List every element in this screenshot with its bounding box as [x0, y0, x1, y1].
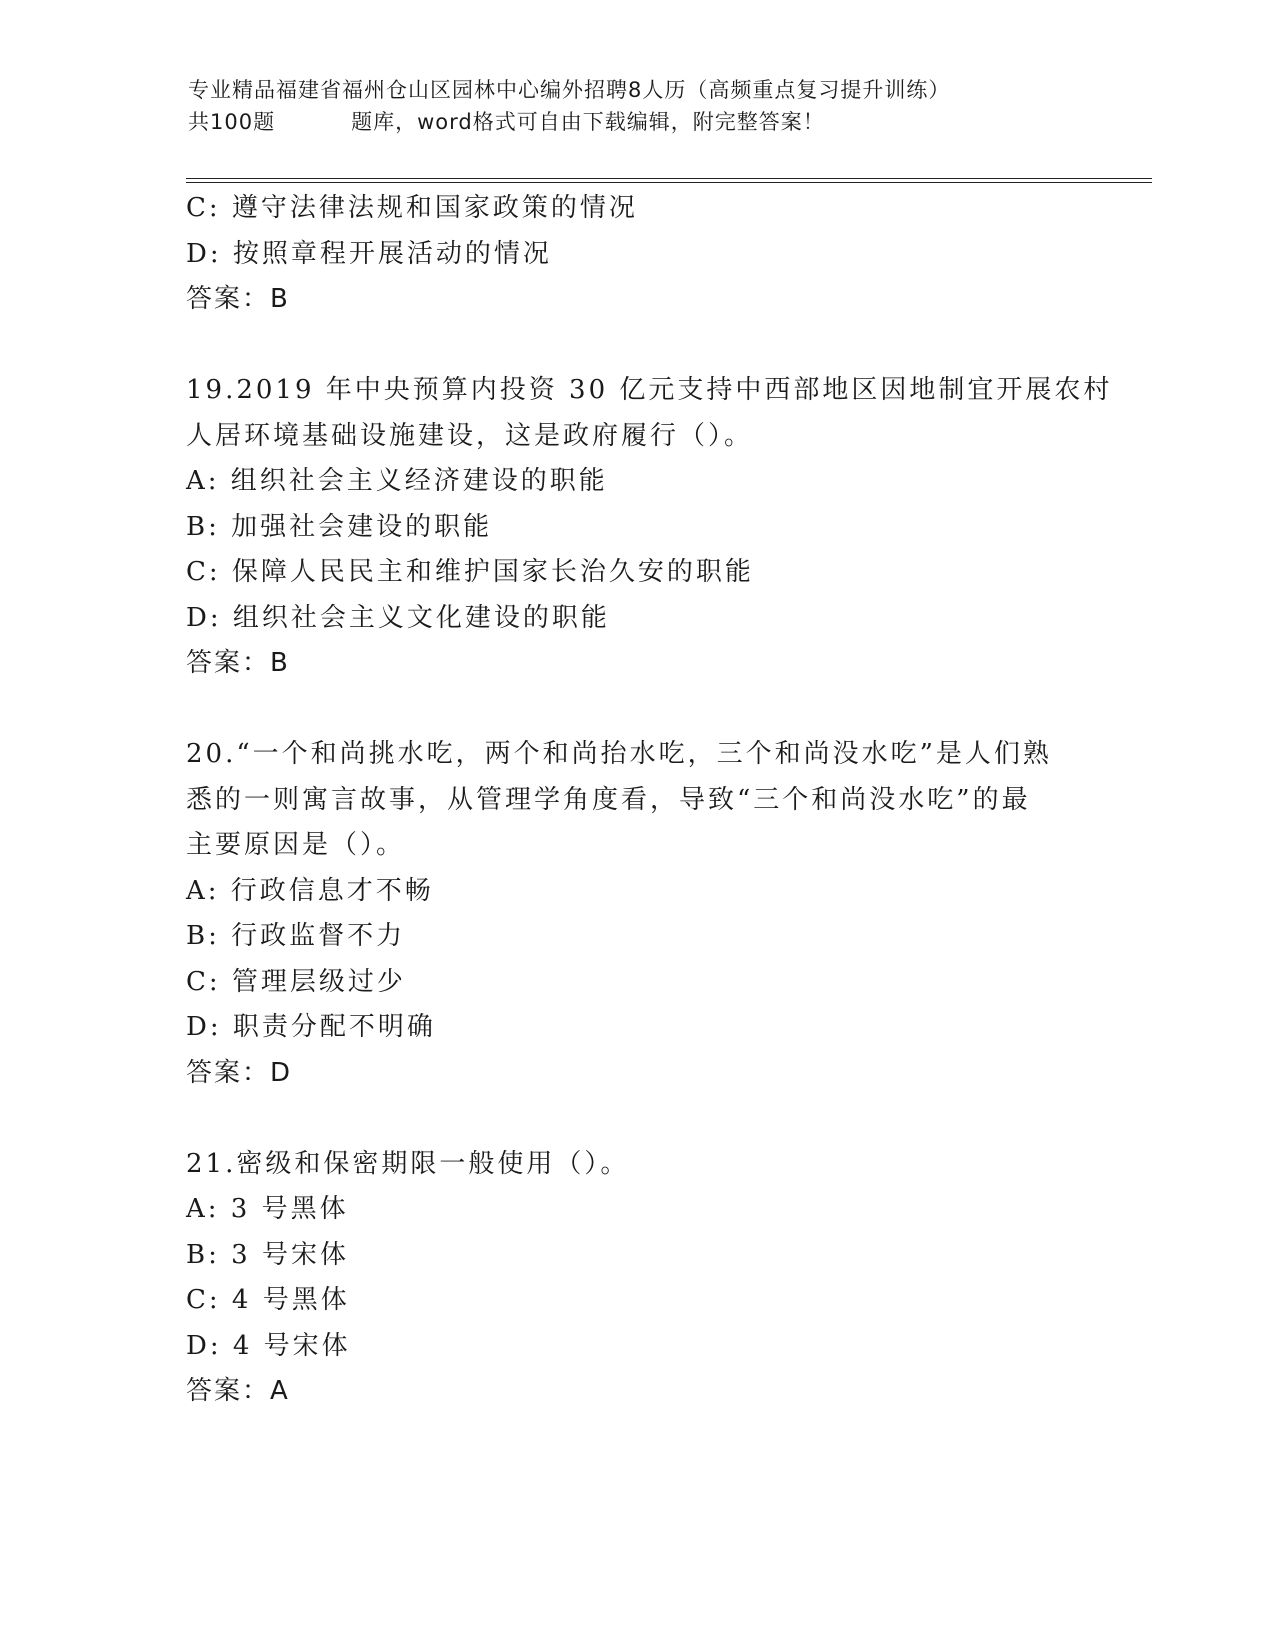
header-format-note: 题库，word格式可自由下载编辑，附完整答案！: [351, 110, 825, 134]
question-20: [186, 732, 1086, 1096]
option-c: C: 保障人民民主和维护国家长治久安的职能: [186, 557, 754, 587]
header-divider-top: [186, 178, 1152, 179]
document-header: [188, 74, 1108, 138]
question-19: [186, 368, 1113, 687]
header-subtitle-line: [188, 106, 1108, 138]
option-c: C: 管理层级过少: [186, 966, 406, 997]
question-stem: 主要原因是（）。: [186, 830, 406, 860]
answer-line: 答案：A: [186, 1376, 290, 1406]
question-stem: 19.2019 年中央预算内投资 30 亿元支持中西部地区因地制宜开展农村: [186, 375, 1113, 405]
option-d: D: 按照章程开展活动的情况: [186, 238, 552, 269]
option-d: D: 职责分配不明确: [186, 1012, 436, 1042]
option-d: D: 4 号宋体: [186, 1330, 351, 1361]
answer-line: 答案：B: [186, 648, 290, 678]
question-stem: 悉的一则寓言故事，从管理学角度看，导致“三个和尚没水吃”的最: [186, 784, 1031, 815]
option-a: A: 3 号黑体: [186, 1194, 349, 1224]
option-d: D: 组织社会主义文化建设的职能: [186, 602, 610, 633]
option-a: A: 行政信息才不畅: [186, 875, 434, 906]
option-a: A: 组织社会主义经济建设的职能: [186, 466, 608, 496]
option-c: C: 遵守法律法规和国家政策的情况: [186, 193, 638, 223]
question-18-tail: [186, 186, 1086, 323]
question-stem: 21.密级和保密期限一般使用（）。: [186, 1148, 630, 1179]
answer-line: 答案：B: [186, 284, 290, 314]
header-divider-bottom: [186, 182, 1152, 183]
header-title-line: 专业精品福建省福州仓山区园林中心编外招聘8人历（高频重点复习提升训练）: [188, 78, 951, 102]
question-content: [186, 186, 1113, 1415]
question-stem: 人居环境基础设施建设，这是政府履行（）。: [186, 420, 754, 451]
header-question-count: 共100题: [188, 110, 276, 134]
option-b: B: 行政监督不力: [186, 921, 406, 951]
option-c: C: 4 号黑体: [186, 1285, 350, 1315]
question-stem: 20.“一个和尚挑水吃，两个和尚抬水吃，三个和尚没水吃”是人们熟: [186, 739, 1052, 769]
question-21: [186, 1142, 1086, 1415]
option-b: B: 3 号宋体: [186, 1239, 349, 1270]
answer-line: 答案：D: [186, 1057, 293, 1088]
option-b: B: 加强社会建设的职能: [186, 511, 493, 542]
